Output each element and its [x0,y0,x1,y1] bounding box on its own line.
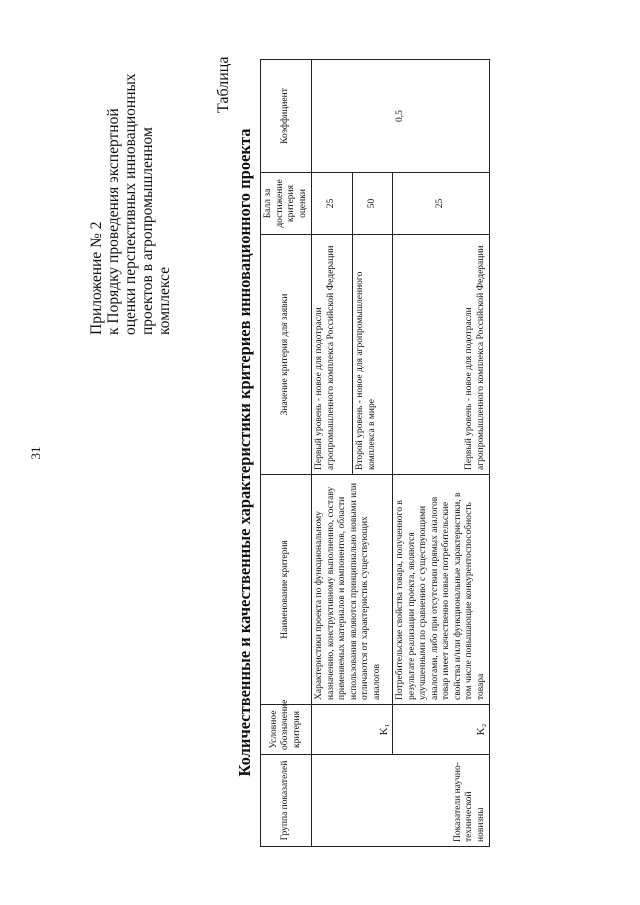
appendix-line: оценки перспективных инновационных [122,73,139,335]
criterion-value: Первый уровень - новое для подотрасли агропромышленного комплекса Российской Федерации [312,235,353,475]
table-row [393,60,490,847]
appendix-line: Приложение № 2 [88,221,105,335]
group-cell: Показатели научно-технической новизны [312,755,490,847]
criterion-name-k1: Характеристики проекта по функциональному назначению, конструктивному выполнению, составу применяемых материалов и компонентов, области использования являются принципиально новыми или отличаются от характеристик существующих аналогов [312,475,393,705]
appendix-heading [88,35,173,335]
criterion-value: Второй уровень - новое для агропромышленного комплекса в мире [353,235,393,475]
criteria-table [260,59,490,847]
table-header-row [261,60,312,847]
page-number: 31 [28,446,43,460]
appendix-line: комплексе [156,266,173,335]
table-title: Количественные и качественные характеристики критериев инновационного проекта [235,128,254,777]
table-label: Таблица [215,56,232,113]
criterion-score: 50 [353,173,393,235]
criterion-score: 25 [312,173,353,235]
header-value: Значение критерия для заявки [261,235,312,475]
criterion-name-k2: Потребительские свойства товара, полученного в результате реализации проекта, являются улучшенными по сравнению с существующими аналогами, либо при отсутствии прямых аналогов товар имеет качественно новые потребительские свойства и/или функциональные характеристики, в том числе повышающие конкурентоспособность товара [393,475,490,705]
appendix-line: к Порядку проведения экспертной [105,108,122,335]
criterion-code-k1: K₁ [312,705,393,755]
header-code: Условное обозначение критерия [261,705,312,755]
criterion-score: 25 [393,173,490,235]
header-score: Балл за достижение критерия оценки [261,173,312,235]
header-coef: Коэффициент [261,60,312,173]
criterion-value: Первый уровень - новое для подотрасли агропромышленного комплекса Российской Федерации [393,235,490,475]
header-name: Наименование критерия [261,475,312,705]
criterion-code-k2: K₂ [393,705,490,755]
appendix-line: проектов в агропромышленном [139,127,156,335]
coefficient-cell: 0,5 [312,60,490,173]
header-group: Группа показателей [261,755,312,847]
table-row [312,60,353,847]
